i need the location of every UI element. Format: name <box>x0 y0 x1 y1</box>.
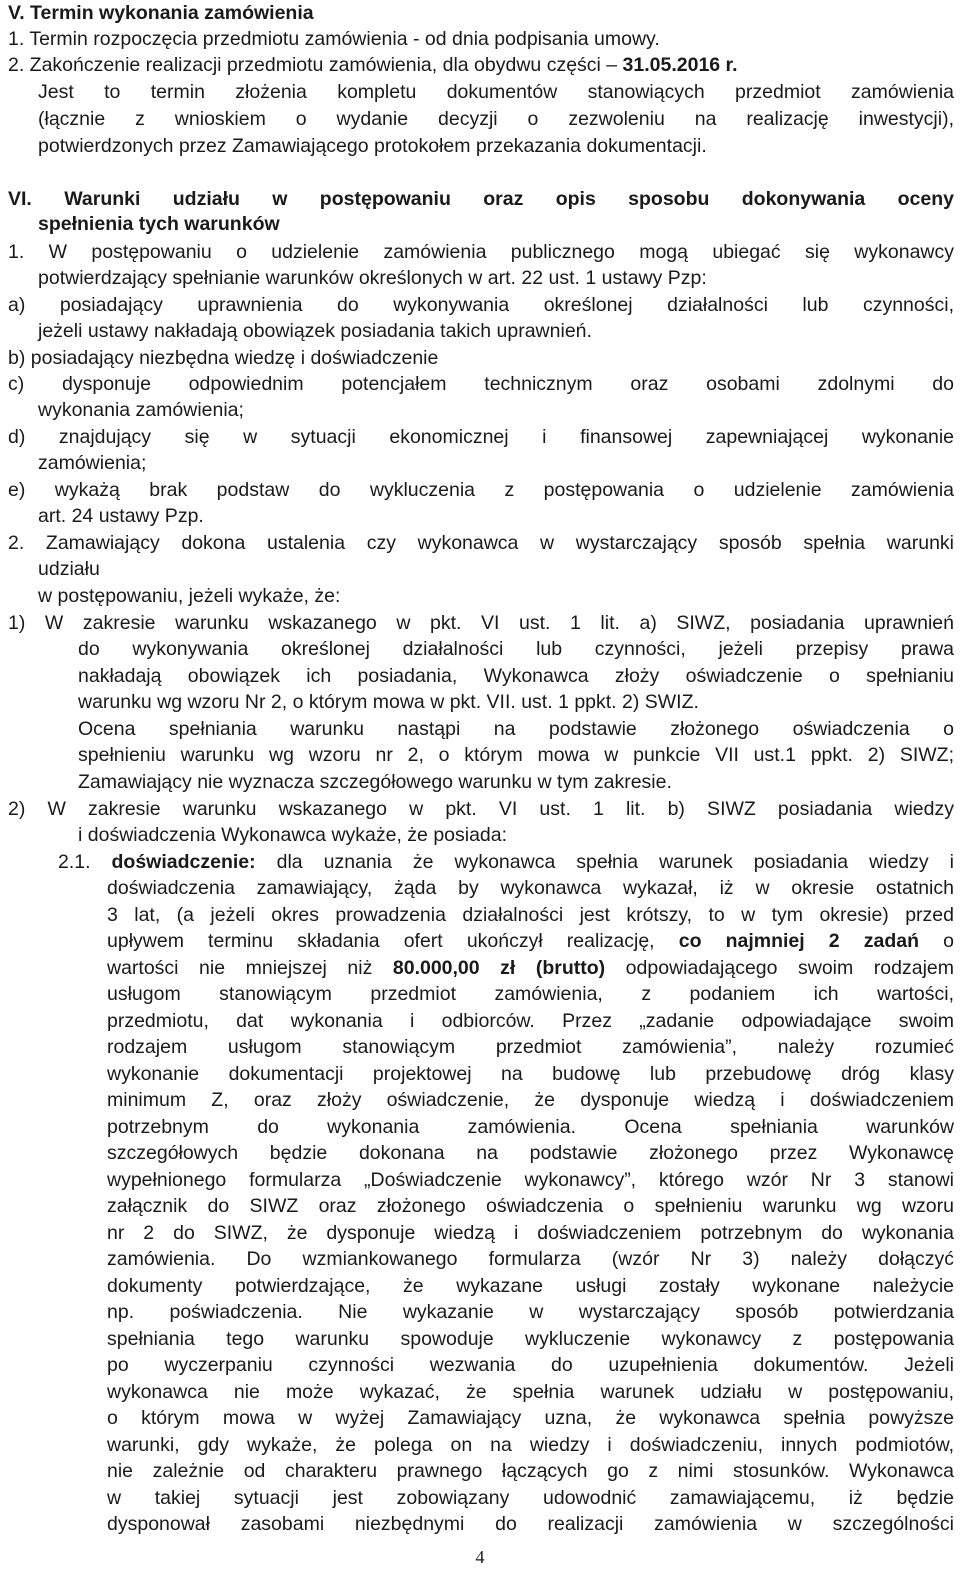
text-line <box>38 503 600 529</box>
text-line <box>107 981 954 1007</box>
text-line <box>107 1352 954 1378</box>
text-line <box>78 742 954 768</box>
text-line <box>38 211 400 237</box>
text-line <box>107 1379 954 1405</box>
text-run: d) znajdujący się w sytuacji ekonomicznej i finansowej zapewniającej wykonanie <box>8 426 954 448</box>
text-run: wartości nie mniejszej niż <box>107 957 393 979</box>
text-line <box>78 636 954 662</box>
text-line <box>107 1246 954 1272</box>
text-run: 3 lat, (a jeżeli okres prowadzenia działalności jest krótszy, to w tym okresie) przed <box>107 904 954 926</box>
text-line <box>107 955 954 981</box>
text-run: po wyczerpaniu czynności wezwania do uzupełnienia dokumentów. Jeżeli <box>107 1354 954 1376</box>
text-line <box>8 796 954 822</box>
text-line <box>58 849 954 875</box>
text-run: w takiej sytuacji jest zobowiązany udowodnić zamawiającemu, iż będzie <box>107 1487 954 1509</box>
text-run: potwierdzonych przez Zamawiającego protokołem przekazania dokumentacji. <box>38 135 707 157</box>
text-run: i doświadczenia Wykonawca wykaże, że posiada: <box>78 824 508 846</box>
text-line <box>78 689 900 715</box>
text-run: a) posiadający uprawnienia do wykonywania określonej działalności lub czynności, <box>8 294 954 316</box>
text-run: dla uznania że wykonawca spełnia warunek posiadania wiedzy i <box>255 851 954 873</box>
text-line <box>8 26 800 52</box>
text-line <box>8 371 954 397</box>
text-line <box>8 345 900 371</box>
text-line <box>107 1114 954 1140</box>
text-run: e) wykażą brak podstaw do wykluczenia z postępowania o udzielenie zamówienia <box>8 479 954 501</box>
text-run: zamówienia; <box>38 452 147 474</box>
text-line <box>38 79 954 105</box>
text-line <box>107 1167 954 1193</box>
text-run: art. 24 ustawy Pzp. <box>38 505 204 527</box>
text-run: usługom stanowiącym przedmiot zamówienia, z podaniem ich wartości, <box>107 983 954 1005</box>
bold-text: spełnienia tych warunków <box>38 213 280 235</box>
text-run: szczegółowych będzie dokonana na podstawie złożonego przez Wykonawcę <box>107 1142 954 1164</box>
text-run: nie zależnie od charakteru prawnego łączących go z nimi stosunków. Wykonawca <box>107 1460 954 1482</box>
text-run: w postępowaniu, jeżeli wykaże, że: <box>38 585 341 607</box>
text-line <box>107 928 954 954</box>
text-line <box>107 1432 954 1458</box>
text-line <box>78 769 900 795</box>
text-line <box>78 663 954 689</box>
text-line <box>38 106 954 132</box>
text-line <box>78 822 900 848</box>
text-run: 1. Termin rozpoczęcia przedmiotu zamówienia - od dnia podpisania umowy. <box>8 28 660 50</box>
page-number: 4 <box>475 1547 485 1567</box>
text-line <box>8 186 954 212</box>
text-run: spełniania tego warunku spowoduje wykluczenie wykonawcy z postępowania <box>107 1328 954 1350</box>
text-line <box>107 1193 954 1219</box>
text-run: 2. Zakończenie realizacji przedmiotu zamówienia, dla obydwu części – <box>8 54 623 76</box>
text-line <box>107 1299 954 1325</box>
text-run: potwierdzający spełnianie warunków określonych w art. 22 ust. 1 ustawy Pzp: <box>38 267 707 289</box>
text-line <box>38 133 800 159</box>
text-run: przedmiotu, dat wykonania i odbiorców. Przez „zadanie odpowiadające swoim <box>107 1010 954 1032</box>
text-line <box>38 265 900 291</box>
text-run: odpowiadającego swoim rodzajem <box>605 957 954 979</box>
text-run: rodzajem usługom stanowiącym przedmiot zamówienia”, należy rozumieć <box>107 1036 954 1058</box>
text-line <box>8 424 954 450</box>
text-run: jeżeli ustawy nakładają obowiązek posiadania takich uprawnień. <box>38 320 592 342</box>
text-run: udziału <box>38 558 100 580</box>
text-line <box>8 0 380 26</box>
bold-text: 80.000,00 zł (brutto) <box>392 957 606 979</box>
text-line <box>8 239 954 265</box>
text-line <box>107 1087 954 1113</box>
text-run: 2.1. <box>58 851 112 873</box>
text-run: nr 2 do SIWZ, że dysponuje wiedzą i doświadczeniem potrzebnym do wykonania <box>107 1222 954 1244</box>
text-run: zamówienia. Do wzmiankowanego formularza (wzór Nr 3) należy dołączyć <box>107 1248 954 1270</box>
text-run: doświadczenia zamawiający, żąda by wykonawca wykazał, iż w okresie ostatnich <box>107 877 954 899</box>
text-run: (łącznie z wnioskiem o wydanie decyzji o zezwoleniu na realizację inwestycji), <box>38 108 954 130</box>
text-run: minimum Z, oraz złoży oświadczenie, że dysponuje wiedzą i doświadczeniem <box>107 1089 954 1111</box>
text-run: wykonawca nie może wykazać, że spełnia warunek udziału w postępowaniu, <box>107 1381 954 1403</box>
bold-text: VI. Warunki udziału w postępowaniu oraz opis sposobu dokonywania oceny <box>8 188 954 210</box>
text-line <box>8 292 954 318</box>
text-run: załącznik do SIWZ oraz złożonego oświadczenia o spełnieniu warunku wg wzoru <box>107 1195 954 1217</box>
text-line <box>107 1511 954 1537</box>
text-line <box>8 477 954 503</box>
text-run: c) dysponuje odpowiednim potencjałem technicznym oraz osobami zdolnymi do <box>8 373 954 395</box>
bold-text: 31.05.2016 r. <box>622 54 738 76</box>
text-run: 2) W zakresie warunku wskazanego w pkt. VI ust. 1 lit. b) SIWZ posiadania wiedzy <box>8 798 954 820</box>
text-run: Zamawiający nie wyznacza szczegółowego warunku w tym zakresie. <box>78 771 672 793</box>
bold-text: V. Termin wykonania zamówienia <box>8 2 314 24</box>
text-line <box>8 52 770 78</box>
bold-text: co najmniej 2 zadań <box>678 930 920 952</box>
bold-text: doświadczenie: <box>111 851 256 873</box>
text-line <box>107 1273 954 1299</box>
text-line <box>107 1034 954 1060</box>
text-line <box>107 1485 954 1511</box>
text-run: warunku wg wzoru Nr 2, o którym mowa w pkt. VII. ust. 1 ppkt. 2) SWIZ. <box>78 691 699 713</box>
text-run: wypełnionego formularza „Doświadczenie wykonawcy”, którego wzór Nr 3 stanowi <box>107 1169 954 1191</box>
text-run: wykonania zamówienia; <box>38 399 244 421</box>
text-run: warunki, gdy wykaże, że polega on na wiedzy i doświadczeniu, innych podmiotów, <box>107 1434 954 1456</box>
text-line <box>38 397 600 423</box>
text-line <box>8 610 954 636</box>
text-line <box>107 1326 954 1352</box>
text-line <box>107 875 954 901</box>
text-line <box>78 716 954 742</box>
text-run: 1) W zakresie warunku wskazanego w pkt. VI ust. 1 lit. a) SIWZ, posiadania uprawnień <box>8 612 954 634</box>
text-run: 2. Zamawiający dokona ustalenia czy wykonawca w wystarczający sposób spełnia warunki <box>8 532 954 554</box>
text-run: Jest to termin złożenia kompletu dokumentów stanowiących przedmiot zamówienia <box>38 81 954 103</box>
text-run: Ocena spełniania warunku nastąpi na podstawie złożonego oświadczenia o <box>78 718 954 740</box>
text-run: dokumenty potwierdzające, że wykazane usługi zostały wykonane należycie <box>107 1275 954 1297</box>
text-line <box>107 1140 954 1166</box>
text-line <box>107 1061 954 1087</box>
text-run: do wykonywania określonej działalności lub czynności, jeżeli przepisy prawa <box>78 638 954 660</box>
text-run: o którym mowa w wyżej Zamawiający uzna, że wykonawca spełnia powyższe <box>107 1407 954 1429</box>
text-line <box>38 556 600 582</box>
text-run: wykonanie dokumentacji projektowej na budowę lub przebudowę dróg klasy <box>107 1063 954 1085</box>
text-run: b) posiadający niezbędna wiedzę i doświadczenie <box>8 347 439 369</box>
text-run: dysponował zasobami niezbędnymi do realizacji zamówienia w szczególności <box>107 1513 954 1535</box>
text-line <box>107 902 954 928</box>
text-run: upływem terminu składania ofert ukończył realizację, <box>107 930 679 952</box>
text-run: spełnieniu warunku wg wzoru nr 2, o którym mowa w punkcie VII ust.1 ppkt. 2) SIWZ; <box>78 744 954 766</box>
text-line <box>38 450 600 476</box>
text-run: np. poświadczenia. Nie wykazanie w wystarczający sposób potwierdzania <box>107 1301 954 1323</box>
text-line <box>107 1405 954 1431</box>
text-line <box>8 530 954 556</box>
text-line <box>107 1220 954 1246</box>
text-line <box>38 583 600 609</box>
text-line <box>38 318 900 344</box>
text-run: potrzebnym do wykonania zamówienia. Ocena spełniania warunków <box>107 1116 954 1138</box>
text-run: 1. W postępowaniu o udzielenie zamówienia publicznego mogą ubiegać się wykonawcy <box>8 241 954 263</box>
text-run: nakładają obowiązek ich posiadania, Wykonawca złoży oświadczenie o spełnianiu <box>78 665 954 687</box>
text-line <box>107 1458 954 1484</box>
text-run: o <box>919 930 954 952</box>
text-line <box>107 1008 954 1034</box>
